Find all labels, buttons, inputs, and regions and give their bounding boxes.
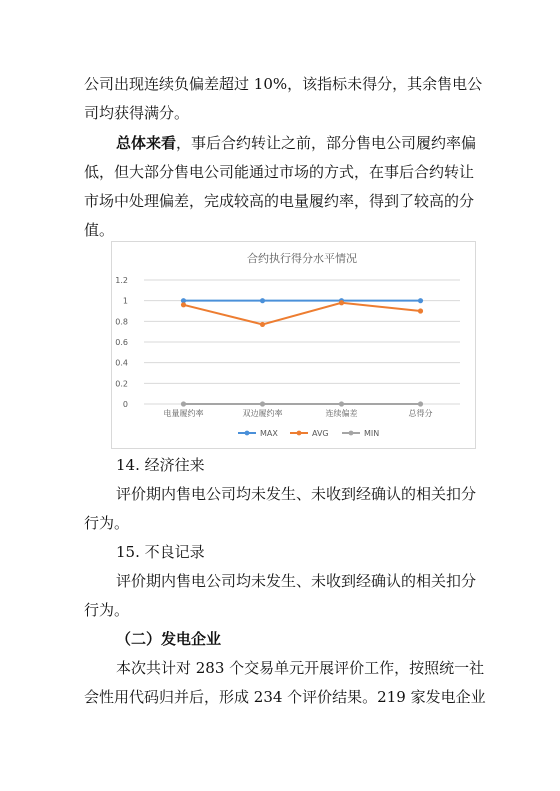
text-line: [116, 133, 476, 153]
chart-canvas: [112, 242, 475, 448]
text-line: 评价期内售电公司均未发生、未收到经确认的相关扣分: [116, 485, 477, 503]
y-tick-label: 0.6: [115, 338, 128, 347]
data-point-min: [418, 401, 423, 406]
line-chart: [111, 241, 476, 449]
x-tick-label: 双边履约率: [242, 409, 283, 418]
text-line: 公司出现连续负偏差超过 10%，该指标未得分，其余售电公: [84, 75, 483, 93]
x-tick-label: 连续偏差: [325, 409, 358, 418]
data-point-min: [181, 401, 186, 406]
y-tick-label: 0.8: [115, 317, 128, 327]
y-tick-label: 1.2: [115, 276, 128, 285]
legend-label-avg: AVG: [312, 429, 329, 438]
x-tick-label: 电量履约率: [163, 409, 204, 418]
data-point-min: [339, 401, 344, 406]
text-line: 评价期内售电公司均未发生、未收到经确认的相关扣分: [116, 572, 477, 590]
legend-label-min: MIN: [364, 429, 380, 438]
legend-marker-min: [349, 431, 354, 436]
text-line: 司均获得满分。: [84, 104, 190, 122]
text-line: 本次共计对 283 个交易单元开展评价工作，按照统一社: [116, 659, 485, 677]
legend-label-max: MAX: [260, 429, 278, 438]
text-line: 行为。: [84, 601, 130, 619]
data-point-avg: [181, 302, 186, 307]
legend-marker-max: [245, 431, 250, 436]
section-heading: 15. 不良记录: [116, 543, 205, 561]
bold-phrase: 总体来看: [116, 134, 177, 152]
text-line: 市场中处理偏差，完成较高的电量履约率，得到了较高的分: [84, 192, 475, 210]
data-point-min: [260, 401, 265, 406]
data-point-max: [418, 298, 423, 303]
y-tick-label: 0.2: [115, 379, 128, 389]
section-heading: （二）发电企业: [116, 630, 222, 648]
section-heading: 14. 经济往来: [116, 456, 205, 474]
y-tick-label: 0.4: [115, 358, 128, 368]
data-point-max: [260, 298, 265, 303]
chart-title: 合约执行得分水平情况: [247, 252, 357, 265]
y-tick-label: 0: [122, 400, 128, 409]
x-tick-label: 总得分: [408, 409, 433, 418]
text-line: 行为。: [84, 514, 130, 532]
legend-marker-avg: [297, 431, 302, 436]
data-point-avg: [260, 322, 265, 327]
data-point-avg: [418, 308, 423, 313]
data-point-avg: [339, 300, 344, 305]
text-line: 会性用代码归并后，形成 234 个评价结果。219 家发电企业: [84, 688, 486, 706]
y-tick-label: 1: [122, 296, 128, 306]
text-run: ，事后合约转让之前，部分售电公司履约率偏: [176, 134, 477, 152]
text-line: 值。: [84, 221, 115, 239]
text-line: 低，但大部分售电公司能通过市场的方式，在事后合约转让: [84, 163, 475, 181]
